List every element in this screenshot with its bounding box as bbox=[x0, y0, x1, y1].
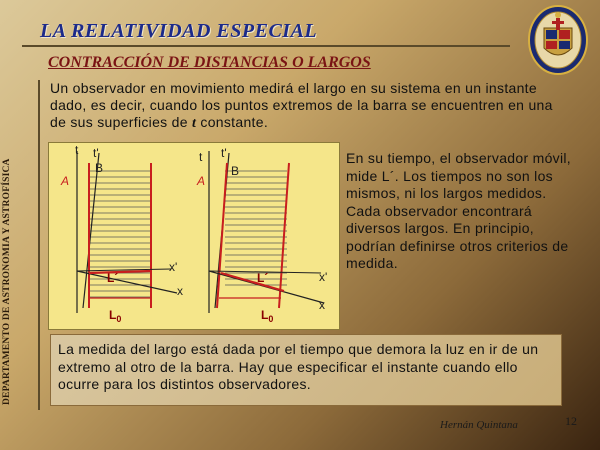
right-lprime-label: L´ bbox=[257, 271, 269, 285]
left-diagram bbox=[60, 143, 183, 324]
right-hatch bbox=[225, 171, 287, 285]
right-xprime-label: x' bbox=[319, 270, 328, 284]
left-l0-label bbox=[109, 308, 121, 324]
right-tprime-label: t' bbox=[221, 146, 227, 160]
right-lprime-segment bbox=[221, 273, 284, 291]
left-b-label: B bbox=[95, 161, 104, 175]
author-name: Hernán Quintana bbox=[440, 419, 518, 431]
right-b-label: B bbox=[231, 164, 240, 178]
spacetime-diagram bbox=[49, 143, 339, 329]
intro-paragraph bbox=[50, 80, 560, 132]
title-divider bbox=[22, 45, 510, 47]
right-l0-subscript: 0 bbox=[268, 314, 274, 324]
university-crest-icon bbox=[527, 4, 589, 76]
left-l0-letter: L bbox=[109, 308, 117, 322]
intro-text-start: Un observador en movimiento medirá el largo en su sistema en un instante dado, es decir, cuando los puntos extremos de la barra se encuentren en una de sus superficies de bbox=[50, 80, 553, 130]
vertical-divider bbox=[38, 80, 40, 410]
department-label: DEPARTAMENTO DE ASTRONOMIA Y ASTROFÍSICA bbox=[2, 158, 12, 405]
side-paragraph: En su tiempo, el observador móvil, mide L´. Los tiempos no son los mismos, ni los largos medidos. Cada observador encontrará diversos largos. En principio, podrían definirse otros criterios de medida. bbox=[346, 150, 571, 271]
page-number: 12 bbox=[565, 414, 577, 428]
left-tprime-label: t' bbox=[93, 146, 99, 160]
left-hatch bbox=[89, 171, 151, 297]
note-paragraph: La medida del largo está dada por el tiempo que demora la luz en ir de un extremo al otro de la barra. Hay que especificar el instante cuando ello ocurre para los distintos observadores. bbox=[58, 341, 539, 392]
intro-t-symbol: t bbox=[192, 116, 197, 131]
right-worldline-a bbox=[217, 163, 227, 308]
right-l0-letter: L bbox=[261, 308, 269, 322]
right-diagram bbox=[196, 146, 327, 324]
left-l0-subscript: 0 bbox=[116, 314, 122, 324]
left-xprime-label: x' bbox=[169, 260, 178, 274]
intro-text-end: constante. bbox=[196, 114, 269, 130]
right-l0-label bbox=[261, 308, 273, 324]
right-a-label: A bbox=[197, 174, 206, 188]
right-t-label: t bbox=[199, 150, 203, 164]
left-a-label: A bbox=[61, 174, 70, 188]
left-xprime-axis bbox=[77, 269, 171, 271]
spacetime-diagram-panel bbox=[48, 142, 340, 330]
left-t-label: t bbox=[75, 143, 79, 157]
left-x-axis bbox=[77, 271, 177, 293]
left-x-label: x bbox=[177, 284, 183, 298]
right-x-label: x bbox=[319, 298, 325, 312]
left-lprime-label: L´ bbox=[107, 271, 119, 285]
right-worldline-b bbox=[279, 163, 289, 308]
slide-title: LA RELATIVIDAD ESPECIAL bbox=[40, 20, 318, 42]
slide-subtitle: CONTRACCIÓN DE DISTANCIAS O LARGOS bbox=[48, 54, 371, 71]
